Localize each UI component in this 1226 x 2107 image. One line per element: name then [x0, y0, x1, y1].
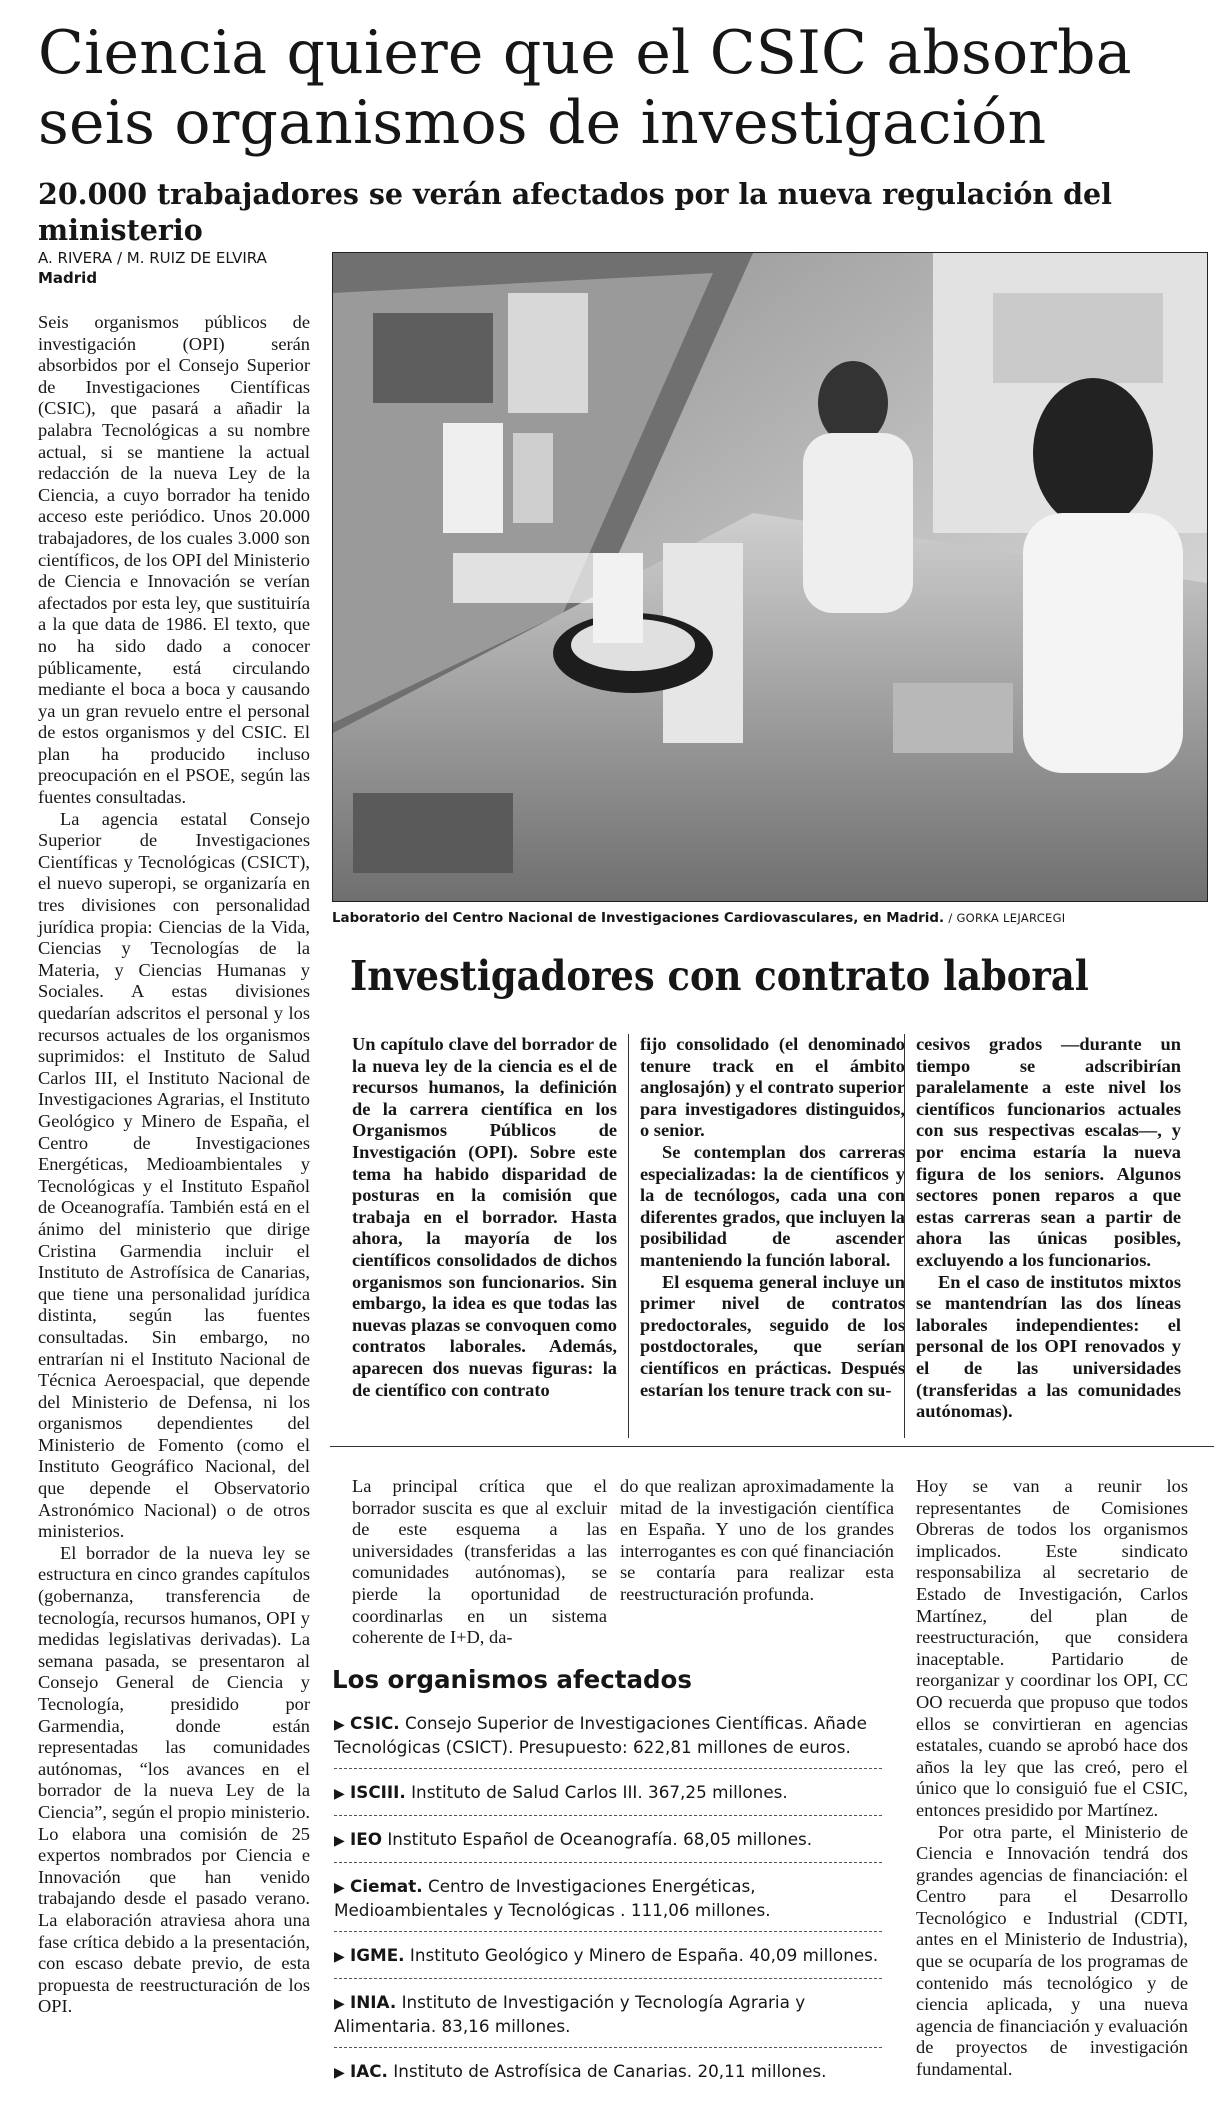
lower-column-1	[352, 1476, 607, 1649]
organism-description: Instituto de Astrofísica de Canarias. 20,11 millones.	[393, 2061, 827, 2081]
photo-caption-text: Laboratorio del Centro Nacional de Investigaciones Cardiovasculares, en Madrid.	[332, 911, 945, 926]
list-item	[334, 1824, 882, 1863]
lower-column-3	[916, 1476, 1188, 2081]
byline-place: Madrid	[38, 269, 98, 287]
headline: Ciencia quiere que el CSIC absorba seis organismos de investigación	[38, 18, 1132, 158]
list-item	[334, 1777, 882, 1816]
box-paragraph: Se contemplan dos carreras especializadas: la de científicos y la de tecnólogos, cada una con diferentes grados, que incluyen la posibilidad de ascender manteniendo la función laboral.	[640, 1141, 905, 1270]
lower-paragraph: La principal crítica que el borrador suscita es que al excluir de este esquema a las universidades (transferidas a las comunidades autónomas), se pierde la oportunidad de coordinarlas en un sistema coherente de I+D, da-	[352, 1476, 607, 1648]
organism-acronym: IEO	[350, 1829, 382, 1849]
column-divider	[904, 1034, 905, 1438]
list-item	[334, 1987, 882, 2048]
box-bottom-rule	[330, 1446, 1214, 1447]
organism-description: Centro de Investigaciones Energéticas, Medioambientales y Tecnológicas . 111,06 millones.	[334, 1876, 771, 1920]
list-item	[334, 1708, 882, 1769]
laboratory-photo-illustration	[333, 253, 1207, 901]
list-item	[334, 1871, 882, 1932]
organism-description: Instituto de Investigación y Tecnología Agraria y Alimentaria. 83,16 millones.	[334, 1992, 806, 2036]
triangle-right-icon: ▶	[334, 1880, 345, 1896]
column-divider	[628, 1034, 629, 1438]
subheadline: 20.000 trabajadores se verán afectados por la nueva regulación del ministerio	[38, 177, 1112, 247]
laboratory-photo	[332, 252, 1208, 902]
article-paragraph: La agencia estatal Consejo Superior de Investigaciones Científicas y Tecnológicas (CSICT), el nuevo superopi, se organizaría en tres divisiones con personalidad jurídica propia: Ciencias de la Vida, Ciencias y Tecnologías de la Materia, y Ciencias Humanas y Sociales. A estas divisiones quedarían adscritos el personal y los recursos actuales de los organismos suprimidos: el Instituto de Salud Carlos III, el Instituto Nacional de Investigaciones Agrarias, el Instituto Geológico y Minero de España, el Centro de Investigaciones Energéticas, Medioambientales y Tecnológicas y el Instituto Español de Oceanografía. También está en el ánimo del ministerio que dirige Cristina Garmendia incluir el Instituto de Astrofísica de Canarias, que tiene una personalidad jurídica distinta, según las fuentes consultadas. Sin embargo, no entrarían ni el Instituto Nacional de Técnica Aeroespacial, que depende del Ministerio de Defensa, ni los organismos dependientes del Ministerio de Fomento (como el Instituto Geográfico Nacional, del que depende el Observatorio Astronómico Nacional) o de otros ministerios.	[38, 808, 310, 1542]
organism-acronym: ISCIII.	[350, 1782, 406, 1802]
organism-acronym: Ciemat.	[350, 1876, 423, 1896]
byline-authors: A. RIVERA / M. RUIZ DE ELVIRA	[38, 249, 267, 267]
lower-column-2	[620, 1476, 894, 1606]
list-item	[334, 1940, 882, 1979]
organisms-list	[334, 1708, 882, 2102]
triangle-right-icon: ▶	[334, 1786, 345, 1802]
box-paragraph: El esquema general incluye un primer nivel de contratos predoctorales, seguido de los postdoctorales, que serían científicos en prácticas. Después estarían los tenure track con su-	[640, 1271, 905, 1400]
sidebar-box-title: Investigadores con contrato laboral	[350, 952, 1089, 1000]
box-paragraph: En el caso de institutos mixtos se mantendrían las dos líneas laborales independientes: el personal de los OPI renovados y el de las universidades (transferidas a las comunidades autónomas).	[916, 1271, 1181, 1422]
triangle-right-icon: ▶	[334, 1996, 345, 2012]
box-paragraph: fijo consolidado (el denominado tenure track en el ámbito anglosajón) y el contrato superior para investigadores distinguidos, o senior.	[640, 1034, 905, 1141]
sidebar-box-column-2	[640, 1034, 905, 1401]
organism-acronym: CSIC.	[350, 1713, 400, 1733]
organisms-list-title: Los organismos afectados	[332, 1665, 692, 1694]
organism-description: Consejo Superior de Investigaciones Científicas. Añade Tecnológicas (CSICT). Presupuesto: 622,81 millones de euros.	[334, 1713, 867, 1757]
triangle-right-icon: ▶	[334, 1717, 345, 1733]
byline	[38, 248, 308, 288]
box-paragraph: cesivos grados —durante un tiempo se adscribirían paralelamente a este nivel los científicos funcionarios actuales con sus respectivas escalas—, y por encima estaría la nueva figura de los seniors. Algunos sectores ponen reparos a que estas carreras sean a partir de ahora las únicas posibles, excluyendo a los funcionarios.	[916, 1034, 1181, 1270]
triangle-right-icon: ▶	[334, 1833, 345, 1849]
list-item	[334, 2056, 882, 2094]
organism-description: Instituto de Salud Carlos III. 367,25 millones.	[411, 1782, 788, 1802]
lower-paragraph: Hoy se van a reunir los representantes de Comisiones Obreras de todos los organismos implicados. Este sindicato responsabiliza al secretario de Estado de Investigación, Carlos Martínez, del plan de reestructuración, que considera inaceptable. Partidario de reorganizar y coordinar los OPI, CC OO recuerda que propuso que todos ellos se convirtieran en agencias estatales, cuando se aprobó hace dos años la ley que las creó, pero el único que lo consiguió fue el CSIC, entonces presidido por Martínez.	[916, 1476, 1188, 1820]
triangle-right-icon: ▶	[334, 2065, 345, 2081]
main-article-column	[38, 312, 310, 2018]
organism-acronym: IGME.	[350, 1945, 405, 1965]
sidebar-box-column-3	[916, 1034, 1181, 1423]
article-paragraph: El borrador de la nueva ley se estructura en cinco grandes capítulos (gobernanza, transferencia de tecnología, recursos humanos, OPI y medidas legislativas derivadas). La semana pasada, se presentaron al Consejo General de Ciencia y Tecnología, presidido por Garmendia, donde están representadas las comunidades autónomas, “los avances en el borrador de la nueva Ley de la Ciencia”, según el propio ministerio. Lo elabora una comisión de 25 expertos nombrados por Ciencia e Innovación que han venido trabajando desde el pasado verano. La elaboración atraviesa ahora una fase crítica debido a la presentación, con escaso debate previo, de esta propuesta de reestructuración de los OPI.	[38, 1542, 310, 2017]
triangle-right-icon: ▶	[334, 1949, 345, 1965]
organism-description: Instituto Español de Oceanografía. 68,05 millones.	[387, 1829, 813, 1849]
box-paragraph: Un capítulo clave del borrador de la nueva ley de la ciencia es el de recursos humanos, la definición de la carrera científica en los Organismos Públicos de Investigación (OPI). Sobre este tema ha habido disparidad de posturas en la comisión que trabaja en el borrador. Hasta ahora, la mayoría de los científicos consolidados de dichos organismos son funcionarios. Sin embargo, la idea es que todas las nuevas plazas se convoquen como contratos laborales. Además, aparecen dos nuevas figuras: la de científico con contrato	[352, 1034, 617, 1400]
article-paragraph: Seis organismos públicos de investigación (OPI) serán absorbidos por el Consejo Superior de Investigaciones Científicas (CSIC), que pasará a añadir la palabra Tecnológicas a su nombre actual, si se mantiene la actual redacción de la nueva Ley de la Ciencia, a cuyo borrador ha tenido acceso este periódico. Unos 20.000 trabajadores, de los cuales 3.000 son científicos, de los OPI del Ministerio de Ciencia e Innovación se verían afectados por esta ley, que sustituiría a la que data de 1986. El texto, que no ha sido dado a conocer públicamente, está circulando mediante el boca a boca y causando ya un gran revuelo entre el personal de estos organismos y del CSIC. El plan ha producido incluso preocupación en el PSOE, según las fuentes consultadas.	[38, 312, 310, 808]
sidebar-box-column-1	[352, 1034, 617, 1401]
lower-paragraph: do que realizan aproximadamente la mitad de la investigación científica en España. Y uno de los grandes interrogantes es con qué financiación se contaría para realizar esta reestructuración profunda.	[620, 1476, 894, 1604]
lower-paragraph: Por otra parte, el Ministerio de Ciencia e Innovación tendrá dos grandes agencias de financiación: el Centro para el Desarrollo Tecnológico e Industrial (CDTI, antes en el Ministerio de Industria), que se ocuparía de los programas de contenido más tecnológico y de ciencia aplicada, y una nueva agencia de financiación y evaluación de proyectos de investigación fundamental.	[916, 1821, 1188, 2080]
photo-caption	[332, 909, 1212, 928]
photo-credit: / GORKA LEJARCEGI	[948, 911, 1066, 925]
organism-description: Instituto Geológico y Minero de España. 40,09 millones.	[409, 1945, 879, 1965]
organism-acronym: IAC.	[350, 2061, 388, 2081]
organism-acronym: INIA.	[350, 1992, 397, 2012]
